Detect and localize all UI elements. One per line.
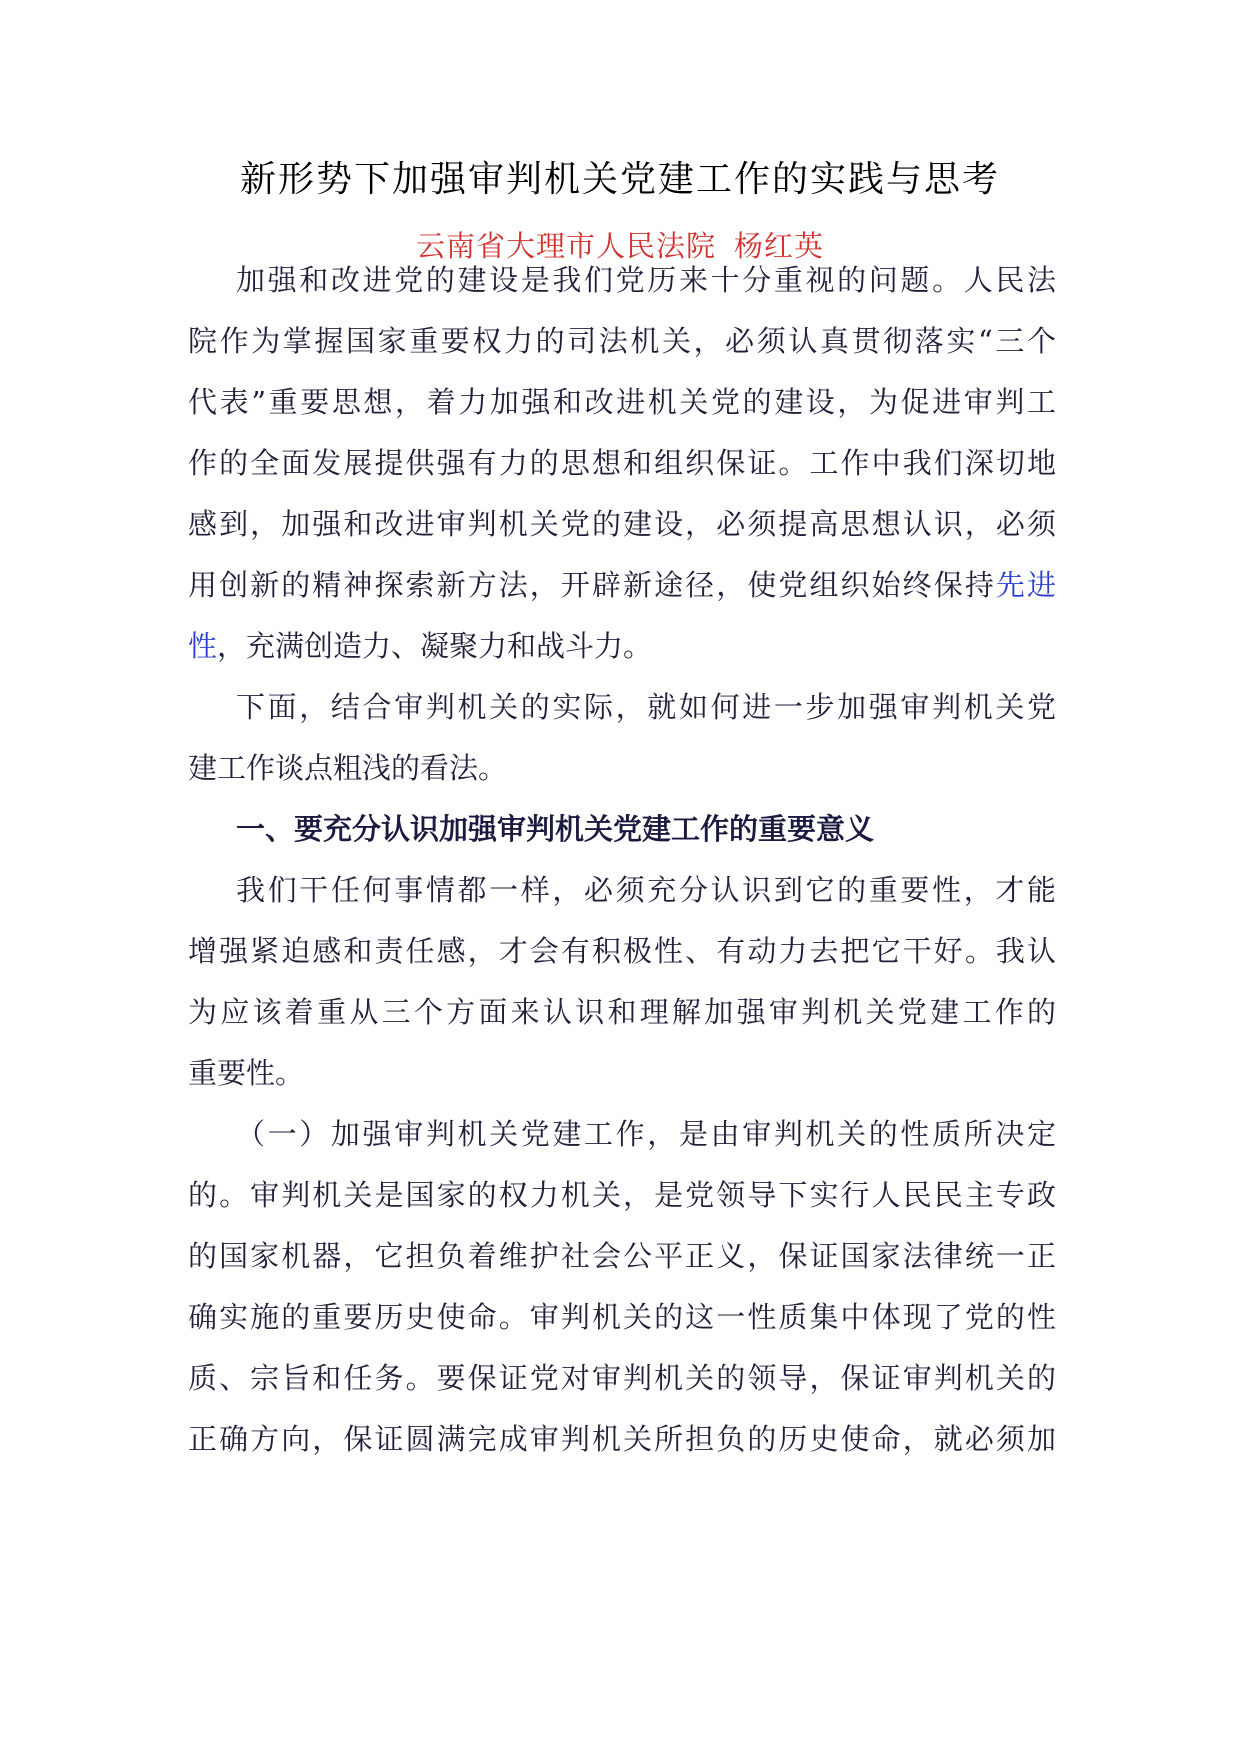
author-name: 杨红英 <box>734 229 825 263</box>
paragraph-line: 院作为掌握国家重要权力的司法机关，必须认真贯彻落实“三个 <box>188 324 1056 358</box>
paragraph-text: 用创新的精神探索新方法，开辟新途径，使党组织始终保持 <box>188 568 996 602</box>
paragraph-line: 正确方向，保证圆满完成审判机关所担负的历史使命，就必须加 <box>188 1422 1056 1456</box>
paragraph-line: 重要性。 <box>188 1056 305 1090</box>
section-heading: 一、要充分认识加强审判机关党建工作的重要意义 <box>236 812 875 846</box>
paragraph-line: 质、宗旨和任务。要保证党对审判机关的领导，保证审判机关的 <box>188 1361 1056 1395</box>
paragraph-line: 增强紧迫感和责任感，才会有积极性、有动力去把它干好。我认 <box>188 934 1056 968</box>
hyperlink-xing[interactable]: 性 <box>188 629 218 663</box>
paragraph-line: 的国家机器，它担负着维护社会公平正义，保证国家法律统一正 <box>188 1239 1056 1273</box>
paragraph-line <box>188 626 1056 666</box>
paragraph-line: （一）加强审判机关党建工作，是由审判机关的性质所决定 <box>236 1117 1056 1151</box>
paragraph-line: 加强和改进党的建设是我们党历来十分重视的问题。人民法 <box>236 263 1056 297</box>
paragraph-line: 建工作谈点粗浅的看法。 <box>188 751 508 785</box>
paragraph-line: 为应该着重从三个方面来认识和理解加强审判机关党建工作的 <box>188 995 1056 1029</box>
paragraph-line: 下面，结合审判机关的实际，就如何进一步加强审判机关党 <box>236 690 1056 724</box>
paragraph-line <box>188 565 1056 605</box>
paragraph-line: 作的全面发展提供强有力的思想和组织保证。工作中我们深切地 <box>188 446 1056 480</box>
paragraph-line: 我们干任何事情都一样，必须充分认识到它的重要性，才能 <box>236 873 1056 907</box>
author-organization: 云南省大理市人民法院 <box>415 229 716 263</box>
document-title: 新形势下加强审判机关党建工作的实践与思考 <box>239 159 1000 200</box>
paragraph-line: 感到，加强和改进审判机关党的建设，必须提高思想认识，必须 <box>188 507 1056 541</box>
paragraph-line: 代表”重要思想，着力加强和改进机关党的建设，为促进审判工 <box>188 385 1056 419</box>
paragraph-line: 的。审判机关是国家的权力机关，是党领导下实行人民民主专政 <box>188 1178 1056 1212</box>
paragraph-line: 确实施的重要历史使命。审判机关的这一性质集中体现了党的性 <box>188 1300 1056 1334</box>
hyperlink-xianjin[interactable]: 先进 <box>995 568 1056 602</box>
paragraph-text: ，充满创造力、凝聚力和战斗力。 <box>217 629 653 663</box>
